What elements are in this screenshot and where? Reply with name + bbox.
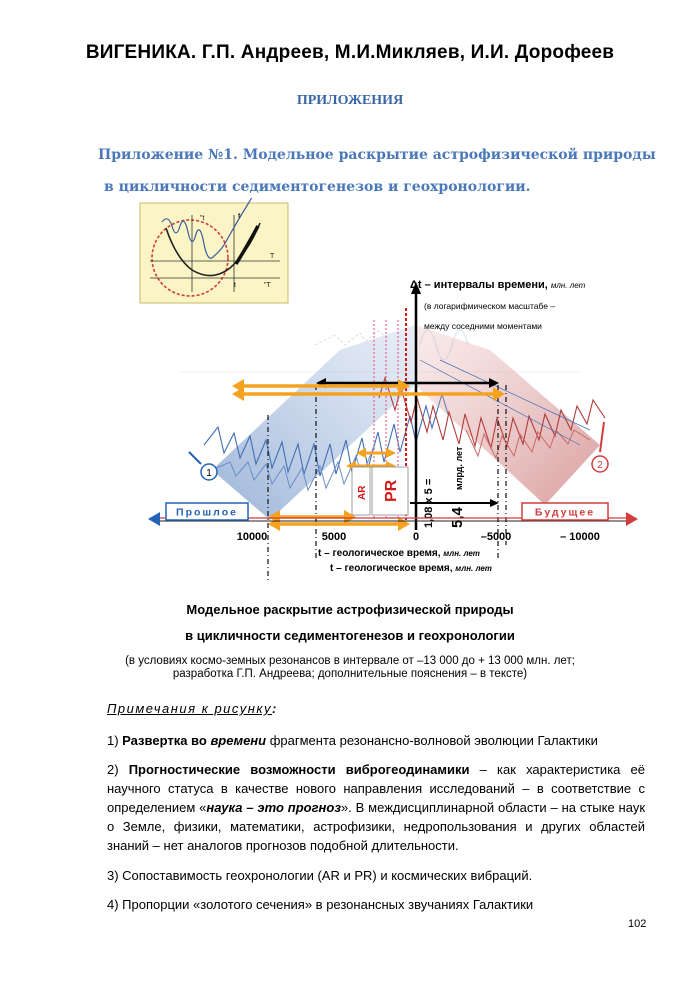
future-label: Будущее — [534, 506, 596, 519]
past-label-box — [166, 503, 248, 520]
duration-formula: 1,08 х 5 = — [423, 478, 435, 528]
tick-label: 5000 — [321, 531, 347, 543]
page-number: 102 — [628, 918, 647, 930]
note-4: 4) Пропорции «золотого сечения» в резонансных звучаниях Галактики — [107, 897, 534, 912]
note-3: 3) Сопоставимость геохронологии (AR и PR) и космических вибраций. — [107, 868, 533, 883]
inset-label-T2: "T — [264, 282, 271, 289]
inset-label-t3: t — [234, 282, 236, 289]
future-label-box — [522, 503, 608, 520]
time-axis-label-2: t – геологическое время, млн. лет — [330, 563, 492, 574]
past-label: Прошлое — [176, 506, 238, 519]
tick-label: 10000 — [236, 531, 268, 543]
duration-annotation — [423, 446, 466, 528]
badge-future-2-label: 2 — [597, 460, 603, 471]
figure-caption-note2: разработка Г.П. Андреева; дополнительные пояснения – в тексте) — [172, 668, 528, 680]
tick-label: –5000 — [480, 531, 512, 543]
ar-pr-boxes — [352, 467, 408, 515]
figure-caption-line1: Модельное раскрытие астрофизической природы — [186, 602, 514, 617]
inset-label-T1: T — [270, 253, 275, 260]
appendix-title-line1: Приложение №1. Модельное раскрытие астрофизической природы — [98, 147, 656, 163]
duration-value: 5,4 — [449, 507, 466, 528]
inset-label-t2: t — [238, 213, 241, 220]
note-1: 1) Развертка во времени фрагмента резонансно-волновой эволюции Галактики — [107, 733, 598, 748]
notes-heading: Примечания к рисунку: — [107, 701, 278, 716]
badge-past-1 — [189, 452, 217, 480]
duration-unit: млрд. лет — [454, 446, 464, 490]
note-2: 2) Прогностические возможности виброгеодинамики – как характеристика её научного статуса в качестве нового направления исследований – в соответствие с определением «наука – это прогноз». В междисциплинарной области – на стыке наук о Земле, физики, математики, астрофизики, недропользования и других областей знаний – нет аналогов прогнозов подобной длительности. — [107, 762, 646, 853]
tick-label: 0 — [412, 531, 420, 543]
time-axis-label-1: t – геологическое время, млн. лет — [318, 548, 480, 559]
badge-past-1-label: 1 — [206, 468, 212, 479]
tick-label: – 10000 — [560, 531, 600, 543]
section-title: ПРИЛОЖЕНИЯ — [296, 93, 404, 108]
y-axis-title: Δt – интервалы времени, млн. лет — [410, 279, 586, 291]
y-axis-note1: (в логарифмическом масштабе – — [424, 301, 556, 311]
inset-diagram — [140, 198, 288, 303]
figure-caption-note — [90, 655, 610, 681]
figure-caption-note1: (в условиях космо-земных резонансов в интервале от –13 000 до + 13 000 млн. лет; — [125, 655, 575, 667]
figure — [130, 198, 650, 593]
appendix-title-line2: в цикличности седиментогенезов и геохронологии. — [104, 179, 531, 195]
book-header-title: ВИГЕНИКА. Г.П. Андреев, М.И.Микляев, И.И. Дорофеев — [85, 42, 615, 63]
figure-caption-line2: в цикличности седиментогенезов и геохронологии — [185, 628, 515, 643]
inset-label-t1: "t — [200, 215, 205, 222]
y-axis-note2: между соседними моментами — [424, 321, 542, 331]
pr-label: PR — [383, 479, 400, 502]
ar-label: AR — [357, 485, 368, 500]
